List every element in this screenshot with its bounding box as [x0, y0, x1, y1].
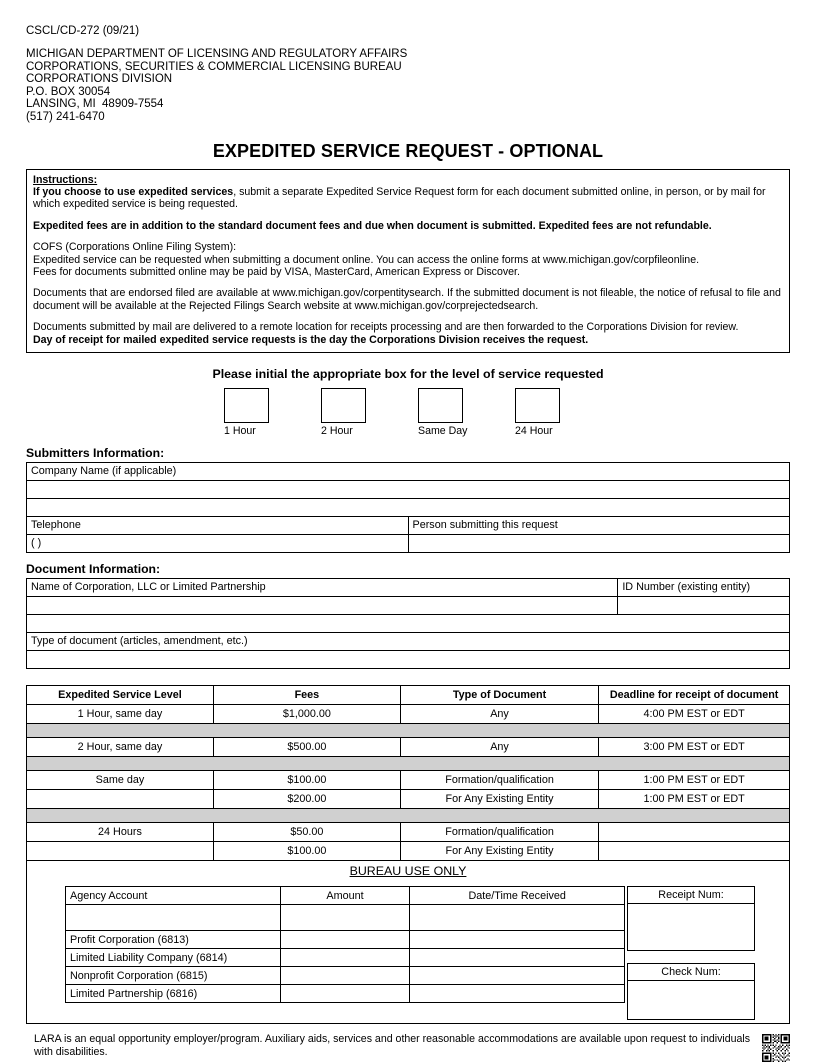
- band-spacer: [27, 757, 790, 771]
- fee-header-fees: Fees: [213, 686, 400, 705]
- entity-name-label: Name of Corporation, LLC or Limited Partnership: [27, 579, 618, 597]
- instructions-spacer: [33, 312, 783, 321]
- table-row: [66, 931, 625, 949]
- service-level-option: [224, 388, 321, 437]
- table-row: [27, 842, 790, 861]
- bureau-header-agency-account: Agency Account: [66, 887, 281, 905]
- agency-line: CORPORATIONS DIVISION: [26, 73, 173, 86]
- table-row: [27, 705, 790, 724]
- table-row: [66, 985, 625, 1003]
- bureau-row-amount[interactable]: [280, 905, 410, 931]
- fee-cell-fee: $500.00: [213, 738, 400, 757]
- submitters-section-caption: Submitters Information:: [26, 446, 165, 461]
- initial-box-label: 1 Hour: [224, 425, 256, 438]
- bureau-row-datetime[interactable]: [410, 949, 625, 967]
- agency-line: MICHIGAN DEPARTMENT OF LICENSING AND REGULATORY AFFAIRS: [26, 48, 408, 60]
- person-submitting-label: Person submitting this request: [408, 517, 790, 535]
- table-row: [66, 905, 625, 931]
- instructions-spacer: [33, 232, 783, 241]
- submitters-table: [26, 462, 790, 553]
- company-name-label: Company Name (if applicable): [27, 463, 790, 481]
- fee-cell-type: Formation/qualification: [400, 771, 598, 790]
- bureau-row-datetime[interactable]: [410, 985, 625, 1003]
- bureau-header-datetime: Date/Time Received: [410, 887, 625, 905]
- service-level-option: [515, 388, 612, 437]
- table-row: [27, 633, 790, 651]
- instructions-paragraph-1: [33, 186, 783, 211]
- fee-cell-type: For Any Existing Entity: [400, 790, 598, 809]
- instructions-box: [26, 169, 790, 353]
- spacer: [27, 499, 790, 517]
- bureau-layout: [65, 886, 755, 1020]
- initial-box-24-hour[interactable]: [515, 388, 560, 423]
- telephone-label: Telephone: [27, 517, 409, 535]
- document-info-table: [26, 578, 790, 669]
- company-name-input[interactable]: [27, 481, 790, 499]
- table-row: [66, 967, 625, 985]
- fee-cell-type: Any: [400, 705, 598, 724]
- fee-cell-fee: $100.00: [213, 842, 400, 861]
- document-type-label: Type of document (articles, amendment, etc.): [27, 633, 790, 651]
- band-spacer: [27, 724, 790, 738]
- fee-cell-type: Formation/qualification: [400, 823, 598, 842]
- instructions-cofs-line3: Fees for documents submitted online may be paid by VISA, MasterCard, American Express or Discover.: [33, 266, 520, 278]
- fee-cell-service-level: 1 Hour, same day: [27, 705, 214, 724]
- table-row: [27, 790, 790, 809]
- bureau-row-amount[interactable]: [280, 949, 410, 967]
- agency-address-block: [26, 48, 790, 124]
- table-row: [27, 651, 790, 669]
- fee-cell-service-level: Same day: [27, 771, 214, 790]
- entity-name-input[interactable]: [27, 597, 618, 615]
- expedited-fee-table: [26, 685, 790, 1024]
- spacer: [27, 615, 790, 633]
- numbers-spacer: [627, 951, 755, 963]
- fee-cell-type: Any: [400, 738, 598, 757]
- bureau-header-amount: Amount: [280, 887, 410, 905]
- fee-cell-fee: $100.00: [213, 771, 400, 790]
- table-row: [27, 535, 790, 553]
- instructions-paragraph-2: Expedited fees are in addition to the standard document fees and due when document is submitted. Expedited fees are not refundable.: [33, 219, 712, 232]
- bureau-row-label-limited-liability-company: Limited Liability Company (6814): [66, 949, 281, 967]
- fee-header-type: Type of Document: [400, 686, 598, 705]
- qr-code-icon: [762, 1034, 790, 1062]
- initial-box-label: Same Day: [418, 425, 468, 438]
- bureau-row-amount[interactable]: [280, 985, 410, 1003]
- page-title: EXPEDITED SERVICE REQUEST - OPTIONAL: [212, 140, 604, 161]
- receipt-num-input[interactable]: [628, 904, 754, 950]
- agency-phone: (517) 241-6470: [26, 110, 105, 123]
- agency-line: CORPORATIONS, SECURITIES & COMMERCIAL LICENSING BUREAU: [26, 60, 402, 73]
- fee-cell-fee: $1,000.00: [213, 705, 400, 724]
- table-row: [27, 597, 790, 615]
- table-row: [27, 579, 790, 597]
- fee-cell-type: For Any Existing Entity: [400, 842, 598, 861]
- agency-line: LANSING, MI 48909-7554: [26, 98, 164, 111]
- table-band-row: [27, 809, 790, 823]
- bureau-numbers-column: [627, 886, 755, 1020]
- bureau-row-label-profit-corporation: Profit Corporation (6813): [66, 931, 281, 949]
- service-level-option: [321, 388, 418, 437]
- bureau-accounts-table: [65, 886, 625, 1003]
- id-number-input[interactable]: [618, 597, 790, 615]
- table-spacer-row: [27, 499, 790, 517]
- bureau-row-label: [66, 905, 281, 931]
- initial-box-2-hour[interactable]: [321, 388, 366, 423]
- fee-cell-deadline: [599, 823, 790, 842]
- table-row: [27, 463, 790, 481]
- initial-box-label: 24 Hour: [515, 425, 553, 438]
- check-num-input[interactable]: [628, 981, 754, 1019]
- form-code: CSCL/CD-272 (09/21): [26, 25, 140, 37]
- instructions-paragraph-5: Documents submitted by mail are delivered to a remote location for receipts processing and are then forwarded to the Corporations Division for review.: [33, 321, 739, 334]
- fee-cell-deadline: 1:00 PM EST or EDT: [599, 771, 790, 790]
- telephone-input[interactable]: ( ): [27, 535, 409, 553]
- instructions-paragraph-5-bold: Day of receipt for mailed expedited service requests is the day the Corporations Division receives the request.: [33, 333, 589, 346]
- receipt-num-label: Receipt Num:: [628, 887, 754, 904]
- initial-box-label: 2 Hour: [321, 425, 353, 438]
- check-num-label: Check Num:: [628, 964, 754, 981]
- table-header-row: [66, 887, 625, 905]
- table-band-row: [27, 757, 790, 771]
- instructions-spacer: [33, 211, 783, 220]
- fee-cell-service-level: [27, 790, 214, 809]
- fee-cell-deadline: 1:00 PM EST or EDT: [599, 790, 790, 809]
- bureau-row-label-limited-partnership: Limited Partnership (6816): [66, 985, 281, 1003]
- fee-cell-service-level: 2 Hour, same day: [27, 738, 214, 757]
- person-submitting-input[interactable]: [408, 535, 790, 553]
- table-spacer-row: [27, 615, 790, 633]
- fee-cell-deadline: 3:00 PM EST or EDT: [599, 738, 790, 757]
- bureau-row-datetime[interactable]: [410, 905, 625, 931]
- table-row: [27, 481, 790, 499]
- fee-header-service-level: Expedited Service Level: [27, 686, 214, 705]
- receipt-num-box: [627, 886, 755, 951]
- table-row: [27, 823, 790, 842]
- fee-cell-service-level: 24 Hours: [27, 823, 214, 842]
- check-num-box: [627, 963, 755, 1020]
- instructions-paragraph-4: Documents that are endorsed filed are available at www.michigan.gov/corpentitysearch. If the submitted document is not fileable, the notice of refusal to file and document will be available at the Rejected Filings Search website at www.michigan.gov/corprejectedsearch.: [33, 287, 781, 312]
- fee-cell-deadline: [599, 842, 790, 861]
- initial-box-1-hour[interactable]: [224, 388, 269, 423]
- service-level-option: [418, 388, 515, 437]
- fee-cell-service-level: [27, 842, 214, 861]
- table-row: [66, 949, 625, 967]
- id-number-label: ID Number (existing entity): [618, 579, 790, 597]
- agency-line: P.O. BOX 30054: [26, 85, 111, 98]
- instructions-cofs-line2: Expedited service can be requested when submitting a document online. You can access the online forms at www.michigan.gov/corpfileonline.: [33, 253, 700, 266]
- document-info-section-caption: Document Information:: [26, 562, 161, 577]
- bureau-row-datetime[interactable]: [410, 931, 625, 949]
- instructions-p1-bold: If you choose to use expedited services: [33, 185, 234, 198]
- table-band-row: [27, 724, 790, 738]
- table-row: [27, 771, 790, 790]
- instructions-cofs-line1: COFS (Corporations Online Filing System):: [33, 241, 237, 254]
- bureau-use-only-row: [27, 861, 790, 1024]
- instructions-label: Instructions:: [33, 173, 98, 186]
- table-row: [27, 517, 790, 535]
- instructions-spacer: [33, 278, 783, 287]
- band-spacer: [27, 809, 790, 823]
- fee-cell-fee: $200.00: [213, 790, 400, 809]
- document-type-input[interactable]: [27, 651, 790, 669]
- instructions-p1-rest: , submit a separate Expedited Service Request form for each document submitted online, in person, or by mail for which expedited service is being requested.: [33, 185, 766, 211]
- footer: [26, 1033, 790, 1062]
- fee-cell-fee: $50.00: [213, 823, 400, 842]
- bureau-row-amount[interactable]: [280, 967, 410, 985]
- fee-header-deadline: Deadline for receipt of document: [599, 686, 790, 705]
- bureau-row-label-nonprofit-corporation: Nonprofit Corporation (6815): [66, 967, 281, 985]
- bureau-row-amount[interactable]: [280, 931, 410, 949]
- initial-box-same-day[interactable]: [418, 388, 463, 423]
- service-level-box-row: [224, 388, 790, 437]
- bureau-use-only-section: [27, 861, 790, 1024]
- table-row: [27, 738, 790, 757]
- table-header-row: [27, 686, 790, 705]
- service-level-heading: Please initial the appropriate box for the level of service requested: [212, 367, 604, 382]
- footer-text: LARA is an equal opportunity employer/program. Auxiliary aids, services and other reasonable accommodations are available upon request to individuals with disabilities.: [34, 1033, 751, 1058]
- bureau-use-only-title: BUREAU USE ONLY: [349, 864, 467, 879]
- bureau-row-datetime[interactable]: [410, 967, 625, 985]
- fee-cell-deadline: 4:00 PM EST or EDT: [599, 705, 790, 724]
